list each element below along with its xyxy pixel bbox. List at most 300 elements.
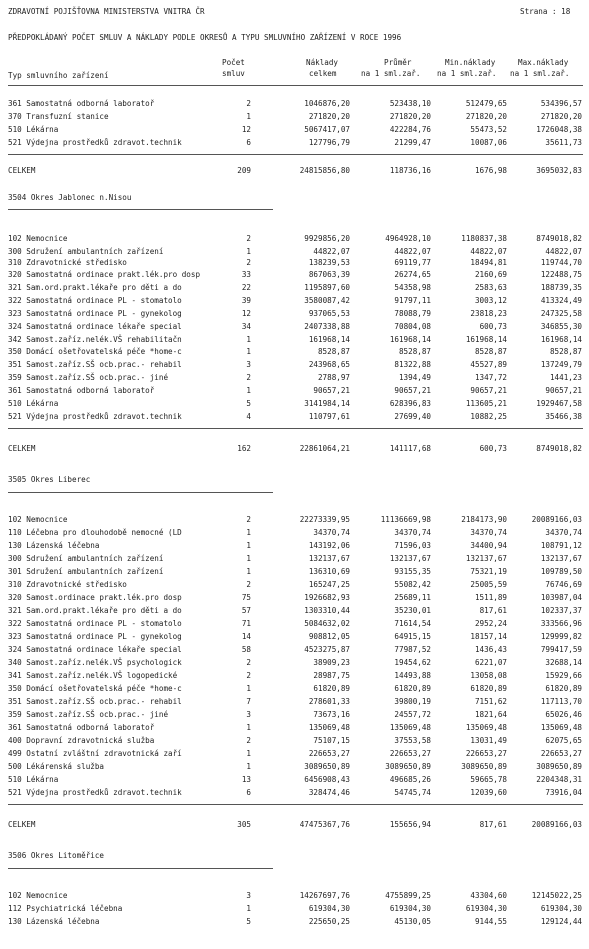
table-row xyxy=(0,904,589,915)
row-max: 799417,59 xyxy=(540,645,582,654)
row-label: 310 Zdravotnické středisko xyxy=(8,580,127,589)
row-count: 2 xyxy=(246,99,251,108)
row-max: 129999,82 xyxy=(540,632,582,641)
row-max: 129124,44 xyxy=(540,917,582,926)
row-average: 4964928,10 xyxy=(385,234,431,243)
row-min: 8528,87 xyxy=(474,347,507,356)
row-label: 324 Samostatná ordinace lékaře special xyxy=(8,322,182,331)
table-row xyxy=(0,283,589,294)
row-count: 2 xyxy=(246,373,251,382)
row-min: 2583,63 xyxy=(474,283,507,292)
row-count: 2 xyxy=(246,658,251,667)
row-average: 226653,27 xyxy=(389,749,431,758)
table-row xyxy=(0,258,589,269)
row-count: 1 xyxy=(246,749,251,758)
row-count: 71 xyxy=(241,619,251,628)
row-count: 1 xyxy=(246,904,251,913)
row-min: 90657,21 xyxy=(470,386,507,395)
total-row xyxy=(0,444,589,455)
row-count: 2 xyxy=(246,736,251,745)
row-average: 37553,58 xyxy=(394,736,431,745)
table-row xyxy=(0,309,589,320)
col-max-header-2: na 1 sml.zař. xyxy=(510,69,570,78)
row-min: 59665,78 xyxy=(470,775,507,784)
row-count: 2 xyxy=(246,671,251,680)
row-min: 18494,81 xyxy=(470,258,507,267)
table-row xyxy=(0,891,589,902)
row-label: CELKEM xyxy=(8,166,36,175)
org-name: ZDRAVOTNÍ POJIŠŤOVNA MINISTERSTVA VNITRA ČR xyxy=(8,7,205,16)
row-max: 90657,21 xyxy=(545,386,582,395)
row-average: 161968,14 xyxy=(389,335,431,344)
row-costs: 90657,21 xyxy=(313,386,350,395)
row-min: 25005,59 xyxy=(470,580,507,589)
row-costs: 28987,75 xyxy=(313,671,350,680)
row-max: 34370,74 xyxy=(545,528,582,537)
row-min: 1511,89 xyxy=(474,593,507,602)
row-costs: 61820,89 xyxy=(313,684,350,693)
row-count: 7 xyxy=(246,697,251,706)
row-min: 161968,14 xyxy=(465,335,507,344)
row-costs: 867063,39 xyxy=(308,270,350,279)
total-rule xyxy=(8,804,583,805)
row-count: 2 xyxy=(246,515,251,524)
row-max: 2204348,31 xyxy=(536,775,582,784)
table-row xyxy=(0,412,589,423)
row-costs: 271820,20 xyxy=(308,112,350,121)
row-min: 512479,65 xyxy=(465,99,507,108)
row-label: 361 Samostatná odborná laboratoř xyxy=(8,99,155,108)
table-row xyxy=(0,710,589,721)
row-costs: 5067417,07 xyxy=(304,125,350,134)
row-average: 61820,89 xyxy=(394,684,431,693)
row-max: 534396,57 xyxy=(540,99,582,108)
row-costs: 135069,48 xyxy=(308,723,350,732)
col-min-header-2: na 1 sml.zař. xyxy=(437,69,497,78)
row-max: 161968,14 xyxy=(540,335,582,344)
row-costs: 5084632,02 xyxy=(304,619,350,628)
table-row xyxy=(0,788,589,799)
row-min: 13058,08 xyxy=(470,671,507,680)
row-max: 44822,07 xyxy=(545,247,582,256)
row-max: 122488,75 xyxy=(540,270,582,279)
row-min: 55473,52 xyxy=(470,125,507,134)
table-row xyxy=(0,322,589,333)
row-label: 350 Domácí ošetřovatelská péče *home-c xyxy=(8,684,182,693)
row-label: 361 Samostatná odborná laboratoř xyxy=(8,723,155,732)
row-average: 71596,03 xyxy=(394,541,431,550)
row-count: 1 xyxy=(246,347,251,356)
row-count: 12 xyxy=(241,125,251,134)
row-costs: 4523275,87 xyxy=(304,645,350,654)
row-label: 112 Psychiatrická léčebna xyxy=(8,904,123,913)
row-label: 510 Lékárna xyxy=(8,775,59,784)
row-label: 370 Transfuzní stanice xyxy=(8,112,109,121)
row-count: 39 xyxy=(241,296,251,305)
table-row xyxy=(0,671,589,682)
row-label: 130 Lázenská léčebna xyxy=(8,917,100,926)
row-max: 108791,12 xyxy=(540,541,582,550)
row-label: 102 Nemocnice xyxy=(8,234,68,243)
district-rule xyxy=(8,492,273,493)
row-max: 619304,30 xyxy=(540,904,582,913)
row-min: 1676,98 xyxy=(474,166,507,175)
row-min: 226653,27 xyxy=(465,749,507,758)
row-min: 43304,60 xyxy=(470,891,507,900)
row-count: 305 xyxy=(237,820,251,829)
row-label: 341 Samost.zaříz.nelék.VŠ logopedické xyxy=(8,671,178,680)
row-min: 817,61 xyxy=(479,820,507,829)
row-count: 2 xyxy=(246,234,251,243)
table-row xyxy=(0,386,589,397)
row-average: 155656,94 xyxy=(389,820,431,829)
row-costs: 14267697,76 xyxy=(299,891,350,900)
row-count: 2 xyxy=(246,580,251,589)
col-avg-header-2: na 1 sml.zař. xyxy=(361,69,421,78)
row-count: 34 xyxy=(241,322,251,331)
row-min: 619304,30 xyxy=(465,904,507,913)
row-min: 9144,55 xyxy=(474,917,507,926)
row-count: 6 xyxy=(246,138,251,147)
row-min: 18157,14 xyxy=(470,632,507,641)
row-average: 81322,88 xyxy=(394,360,431,369)
row-max: 135069,48 xyxy=(540,723,582,732)
row-costs: 22273339,95 xyxy=(299,515,350,524)
table-row xyxy=(0,632,589,643)
row-label: 350 Domácí ošetřovatelská péče *home-c xyxy=(8,347,182,356)
row-count: 75 xyxy=(241,593,251,602)
row-label: 102 Nemocnice xyxy=(8,891,68,900)
row-costs: 226653,27 xyxy=(308,749,350,758)
row-min: 271820,20 xyxy=(465,112,507,121)
row-label: 400 Dopravní zdravotnická služba xyxy=(8,736,155,745)
row-max: 109789,50 xyxy=(540,567,582,576)
row-min: 34370,74 xyxy=(470,528,507,537)
row-costs: 22861064,21 xyxy=(299,444,350,453)
row-min: 3003,12 xyxy=(474,296,507,305)
row-average: 135069,48 xyxy=(389,723,431,732)
row-max: 8749018,82 xyxy=(536,234,582,243)
row-costs: 127796,79 xyxy=(308,138,350,147)
total-rule xyxy=(8,428,583,429)
row-label: 102 Nemocnice xyxy=(8,515,68,524)
table-row xyxy=(0,658,589,669)
table-row xyxy=(0,270,589,281)
row-average: 1394,49 xyxy=(398,373,431,382)
row-max: 35466,38 xyxy=(545,412,582,421)
table-row xyxy=(0,762,589,773)
table-row xyxy=(0,684,589,695)
row-label: 322 Samostatná ordinace PL - stomatolo xyxy=(8,296,182,305)
row-average: 91797,11 xyxy=(394,296,431,305)
row-label: 359 Samost.zaříz.SŠ ocb.prac.- jiné xyxy=(8,710,169,719)
row-count: 12 xyxy=(241,309,251,318)
row-label: 324 Samostatná ordinace lékaře special xyxy=(8,645,182,654)
row-max: 35611,73 xyxy=(545,138,582,147)
col-type-header: Typ smluvního zařízení xyxy=(8,71,109,80)
row-average: 55082,42 xyxy=(394,580,431,589)
row-max: 117113,70 xyxy=(540,697,582,706)
row-label: 310 Zdravotnické středisko xyxy=(8,258,127,267)
row-max: 333566,96 xyxy=(540,619,582,628)
row-label: 351 Samost.zaříz.SŠ ocb.prac.- rehabil xyxy=(8,697,182,706)
row-count: 1 xyxy=(246,247,251,256)
row-costs: 6456908,43 xyxy=(304,775,350,784)
row-average: 25689,11 xyxy=(394,593,431,602)
row-max: 103987,04 xyxy=(540,593,582,602)
row-count: 1 xyxy=(246,684,251,693)
row-max: 76746,69 xyxy=(545,580,582,589)
row-label: 342 Samost.zaříz.nelék.VŠ rehabilitačn xyxy=(8,335,182,344)
row-average: 71614,54 xyxy=(394,619,431,628)
row-min: 44822,07 xyxy=(470,247,507,256)
row-count: 4 xyxy=(246,412,251,421)
row-count: 162 xyxy=(237,444,251,453)
col-count-header-2: smluv xyxy=(222,69,245,78)
row-costs: 44822,07 xyxy=(313,247,350,256)
district-heading xyxy=(0,851,589,862)
row-average: 4755899,25 xyxy=(385,891,431,900)
row-average: 3089650,89 xyxy=(385,762,431,771)
row-average: 132137,67 xyxy=(389,554,431,563)
row-label: 322 Samostatná ordinace PL - stomatolo xyxy=(8,619,182,628)
row-average: 39800,19 xyxy=(394,697,431,706)
row-min: 1180837,38 xyxy=(461,234,507,243)
row-average: 21299,47 xyxy=(394,138,431,147)
row-average: 34370,74 xyxy=(394,528,431,537)
row-costs: 34370,74 xyxy=(313,528,350,537)
row-count: 1 xyxy=(246,554,251,563)
table-row xyxy=(0,373,589,384)
row-label: 499 Ostatní zvláštní zdravotnická zaří xyxy=(8,749,182,758)
row-label: 351 Samost.zaříz.SŠ ocb.prac.- rehabil xyxy=(8,360,182,369)
row-label: 323 Samostatná ordinace PL - gynekolog xyxy=(8,632,182,641)
row-label: 500 Lékárenská služba xyxy=(8,762,105,771)
row-count: 1 xyxy=(246,762,251,771)
table-row xyxy=(0,775,589,786)
row-label: 521 Výdejna prostředků zdravot.technik xyxy=(8,412,182,421)
row-costs: 3089650,89 xyxy=(304,762,350,771)
row-max: 20089166,03 xyxy=(531,515,582,524)
row-average: 93155,35 xyxy=(394,567,431,576)
district-rule xyxy=(8,209,273,210)
row-max: 413324,49 xyxy=(540,296,582,305)
row-max: 65026,46 xyxy=(545,710,582,719)
row-count: 57 xyxy=(241,606,251,615)
table-row xyxy=(0,619,589,630)
row-average: 26274,65 xyxy=(394,270,431,279)
row-count: 2 xyxy=(246,258,251,267)
row-max: 62075,65 xyxy=(545,736,582,745)
row-costs: 3580087,42 xyxy=(304,296,350,305)
row-costs: 243968,65 xyxy=(308,360,350,369)
row-label: 521 Výdejna prostředků zdravot.technik xyxy=(8,138,182,147)
district-heading xyxy=(0,193,589,204)
row-average: 70804,08 xyxy=(394,322,431,331)
row-count: 1 xyxy=(246,528,251,537)
row-label: 301 Sdružení ambulantních zařízení xyxy=(8,567,164,576)
row-costs: 8528,87 xyxy=(317,347,350,356)
row-label: 3504 Okres Jablonec n.Nisou xyxy=(8,193,132,202)
row-min: 10087,06 xyxy=(470,138,507,147)
row-label: 359 Samost.zaříz.SŠ ocb.prac.- jiné xyxy=(8,373,169,382)
row-min: 1347,72 xyxy=(474,373,507,382)
col-costs-header-2: celkem xyxy=(309,69,337,78)
row-label: 510 Lékárna xyxy=(8,125,59,134)
district-rule xyxy=(8,868,273,869)
row-label: 340 Samost.zaříz.nelék.VŠ psychologick xyxy=(8,658,182,667)
table-row xyxy=(0,296,589,307)
row-costs: 328474,46 xyxy=(308,788,350,797)
row-max: 102337,37 xyxy=(540,606,582,615)
row-count: 3 xyxy=(246,360,251,369)
row-count: 1 xyxy=(246,541,251,550)
row-min: 2160,69 xyxy=(474,270,507,279)
row-max: 119744,70 xyxy=(540,258,582,267)
row-costs: 937065,53 xyxy=(308,309,350,318)
table-row xyxy=(0,335,589,346)
row-min: 75321,19 xyxy=(470,567,507,576)
row-average: 35230,01 xyxy=(394,606,431,615)
row-label: 110 Léčebna pro dlouhodobě nemocné (LD xyxy=(8,528,182,537)
row-label: 510 Lékárna xyxy=(8,399,59,408)
row-average: 77987,52 xyxy=(394,645,431,654)
col-min-header-1: Min.náklady xyxy=(445,58,496,67)
table-row xyxy=(0,399,589,410)
row-average: 54358,98 xyxy=(394,283,431,292)
row-label: 3505 Okres Liberec xyxy=(8,475,91,484)
row-average: 45130,05 xyxy=(394,917,431,926)
row-max: 61820,89 xyxy=(545,684,582,693)
row-average: 422284,76 xyxy=(389,125,431,134)
row-min: 3089650,89 xyxy=(461,762,507,771)
row-max: 73916,04 xyxy=(545,788,582,797)
row-min: 600,73 xyxy=(479,322,507,331)
row-costs: 278601,33 xyxy=(308,697,350,706)
table-row xyxy=(0,125,589,136)
row-costs: 110797,61 xyxy=(308,412,350,421)
row-costs: 75107,15 xyxy=(313,736,350,745)
row-costs: 1303310,44 xyxy=(304,606,350,615)
row-average: 64915,15 xyxy=(394,632,431,641)
row-average: 118736,16 xyxy=(389,166,431,175)
row-count: 13 xyxy=(241,775,251,784)
row-max: 12145022,25 xyxy=(531,891,582,900)
row-label: 130 Lázenská léčebna xyxy=(8,541,100,550)
header-rule xyxy=(8,85,583,86)
row-costs: 619304,30 xyxy=(308,904,350,913)
row-count: 14 xyxy=(241,632,251,641)
row-average: 619304,30 xyxy=(389,904,431,913)
row-costs: 2788,97 xyxy=(317,373,350,382)
row-min: 113605,21 xyxy=(465,399,507,408)
row-costs: 9929856,20 xyxy=(304,234,350,243)
row-average: 44822,07 xyxy=(394,247,431,256)
row-min: 6221,07 xyxy=(474,658,507,667)
row-min: 1821,64 xyxy=(474,710,507,719)
row-costs: 2407338,88 xyxy=(304,322,350,331)
total-rule xyxy=(8,154,583,155)
table-row xyxy=(0,554,589,565)
row-costs: 24815856,80 xyxy=(299,166,350,175)
row-max: 3089650,89 xyxy=(536,762,582,771)
total-row xyxy=(0,166,589,177)
row-count: 6 xyxy=(246,788,251,797)
row-costs: 138239,53 xyxy=(308,258,350,267)
row-count: 3 xyxy=(246,891,251,900)
row-label: 321 Sam.ord.prakt.lékaře pro děti a do xyxy=(8,606,182,615)
row-count: 1 xyxy=(246,723,251,732)
row-max: 15929,66 xyxy=(545,671,582,680)
row-average: 496685,26 xyxy=(389,775,431,784)
table-row xyxy=(0,234,589,245)
row-max: 346855,30 xyxy=(540,322,582,331)
table-row xyxy=(0,99,589,110)
row-label: 3506 Okres Litoměřice xyxy=(8,851,105,860)
row-min: 132137,67 xyxy=(465,554,507,563)
row-max: 271820,20 xyxy=(540,112,582,121)
row-count: 1 xyxy=(246,567,251,576)
row-average: 27699,40 xyxy=(394,412,431,421)
col-avg-header-1: Průměr xyxy=(384,58,412,67)
row-max: 1441,23 xyxy=(549,373,582,382)
table-row xyxy=(0,112,589,123)
row-label: 361 Samostatná odborná laboratoř xyxy=(8,386,155,395)
row-max: 3695032,83 xyxy=(536,166,582,175)
row-average: 523438,10 xyxy=(389,99,431,108)
row-costs: 165247,25 xyxy=(308,580,350,589)
row-average: 628396,83 xyxy=(389,399,431,408)
row-max: 137249,79 xyxy=(540,360,582,369)
col-costs-header-1: Náklady xyxy=(306,58,339,67)
row-average: 271820,20 xyxy=(389,112,431,121)
row-min: 2952,24 xyxy=(474,619,507,628)
table-row xyxy=(0,347,589,358)
row-min: 10882,25 xyxy=(470,412,507,421)
district-heading xyxy=(0,475,589,486)
table-row xyxy=(0,593,589,604)
row-min: 7151,62 xyxy=(474,697,507,706)
table-row xyxy=(0,138,589,149)
row-count: 209 xyxy=(237,166,251,175)
row-costs: 136310,69 xyxy=(308,567,350,576)
row-label: 300 Sdružení ambulantních zařízení xyxy=(8,554,164,563)
row-min: 817,61 xyxy=(479,606,507,615)
row-label: 320 Samostatná ordinace prakt.lék.pro dosp xyxy=(8,270,201,279)
row-average: 90657,21 xyxy=(394,386,431,395)
row-min: 2184173,90 xyxy=(461,515,507,524)
row-costs: 908812,05 xyxy=(308,632,350,641)
table-row xyxy=(0,515,589,526)
row-costs: 1195897,60 xyxy=(304,283,350,292)
row-average: 54745,74 xyxy=(394,788,431,797)
row-max: 132137,67 xyxy=(540,554,582,563)
total-row xyxy=(0,820,589,831)
row-max: 1726048,38 xyxy=(536,125,582,134)
table-row xyxy=(0,606,589,617)
row-average: 19454,62 xyxy=(394,658,431,667)
row-count: 3 xyxy=(246,710,251,719)
row-label: 321 Sam.ord.prakt.lékaře pro děti a do xyxy=(8,283,182,292)
row-label: 320 Samost.ordinace prakt.lék.pro dosp xyxy=(8,593,182,602)
row-min: 45527,89 xyxy=(470,360,507,369)
row-count: 5 xyxy=(246,399,251,408)
row-min: 34400,94 xyxy=(470,541,507,550)
table-row xyxy=(0,749,589,760)
row-label: 323 Samostatná ordinace PL - gynekolog xyxy=(8,309,182,318)
row-count: 58 xyxy=(241,645,251,654)
row-max: 20089166,03 xyxy=(531,820,582,829)
